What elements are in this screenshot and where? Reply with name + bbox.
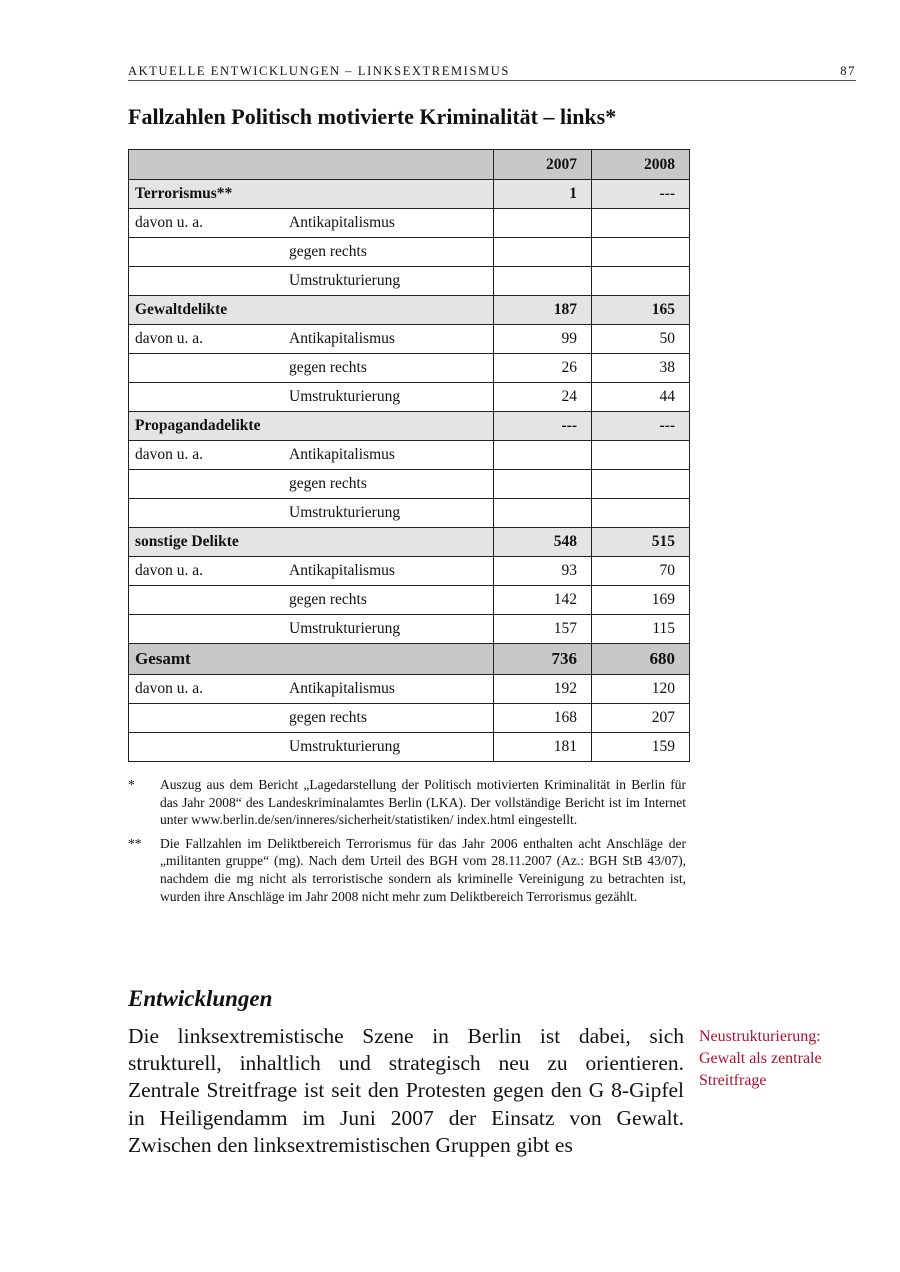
footnote-1	[128, 776, 686, 829]
subcategory-row	[129, 354, 690, 383]
subcategory-label: Umstrukturierung	[289, 620, 401, 637]
subcategory-value-2008: 38	[592, 354, 690, 383]
subcategory-prefix: davon u. a.	[135, 446, 204, 463]
subcategory-value-2007: 24	[494, 383, 592, 412]
subcategory-label: Umstrukturierung	[289, 504, 401, 521]
footnote-text: Auszug aus dem Bericht „Lagedarstellung der Politisch motivierten Kriminalität in Berlin für das Jahr 2008“ des Landeskriminalamtes Berlin (LKA). Der vollständige Bericht ist im Internet unter www.berlin.de/sen/inneres/sicherheit/statistiken/ index.html eingestellt.	[160, 777, 686, 828]
subcategory-label: Antikapitalismus	[289, 562, 395, 579]
subcategory-value-2008	[592, 238, 690, 267]
subcategory-label: gegen rechts	[289, 709, 367, 726]
category-label: Gewaltdelikte	[129, 296, 494, 325]
subcategory-row	[129, 441, 690, 470]
subcategory-value-2007: 142	[494, 586, 592, 615]
subcategory-label-cell	[129, 238, 494, 267]
subcategory-value-2007: 93	[494, 557, 592, 586]
subcategory-value-2007	[494, 470, 592, 499]
category-value-2007: 548	[494, 528, 592, 557]
category-value-2008: ---	[592, 412, 690, 441]
subcategory-value-2007	[494, 441, 592, 470]
subcategory-row	[129, 733, 690, 762]
category-label: Terrorismus**	[129, 180, 494, 209]
subcategory-label: Antikapitalismus	[289, 446, 395, 463]
section-heading: Entwicklungen	[128, 986, 273, 1011]
subcategory-value-2008: 207	[592, 704, 690, 733]
category-row	[129, 180, 690, 209]
subcategory-value-2008	[592, 209, 690, 238]
subcategory-value-2007: 26	[494, 354, 592, 383]
subcategory-prefix: davon u. a.	[135, 330, 204, 347]
subcategory-label-cell	[129, 733, 494, 762]
subcategory-value-2008: 44	[592, 383, 690, 412]
subcategory-row	[129, 499, 690, 528]
footnote-2	[128, 835, 686, 905]
subcategory-label-cell	[129, 615, 494, 644]
subcategory-label-cell	[129, 383, 494, 412]
footnote-mark: **	[128, 835, 142, 851]
subcategory-row	[129, 238, 690, 267]
subcategory-label: Antikapitalismus	[289, 214, 395, 231]
subcategory-label: gegen rechts	[289, 243, 367, 260]
category-value-2008: ---	[592, 180, 690, 209]
subcategory-label-cell	[129, 267, 494, 296]
subcategory-label-cell	[129, 441, 494, 470]
subcategory-value-2008	[592, 441, 690, 470]
subcategory-row	[129, 675, 690, 704]
subcategory-value-2008	[592, 267, 690, 296]
subcategory-row	[129, 209, 690, 238]
subcategory-label-cell	[129, 354, 494, 383]
subcategory-label: gegen rechts	[289, 591, 367, 608]
subcategory-label-cell	[129, 209, 494, 238]
subcategory-label: Umstrukturierung	[289, 738, 401, 755]
subcategory-row	[129, 267, 690, 296]
subcategory-prefix: davon u. a.	[135, 214, 204, 231]
subcategory-value-2007	[494, 209, 592, 238]
subcategory-value-2007	[494, 267, 592, 296]
footnotes	[128, 776, 686, 911]
category-value-2007: 736	[494, 644, 592, 675]
subcategory-value-2008: 120	[592, 675, 690, 704]
running-header	[128, 60, 856, 81]
footnote-mark: *	[128, 777, 135, 792]
category-row	[129, 528, 690, 557]
subcategory-prefix: davon u. a.	[135, 562, 204, 579]
subcategory-row	[129, 383, 690, 412]
subcategory-row	[129, 704, 690, 733]
subcategory-value-2007: 99	[494, 325, 592, 354]
subcategory-value-2008: 70	[592, 557, 690, 586]
category-row	[129, 296, 690, 325]
running-title: AKTUELLE ENTWICKLUNGEN – LINKSEXTREMISMUS	[128, 64, 510, 78]
subcategory-label-cell	[129, 499, 494, 528]
subcategory-row	[129, 586, 690, 615]
subcategory-label: Antikapitalismus	[289, 680, 395, 697]
subcategory-value-2007	[494, 499, 592, 528]
table-title: Fallzahlen Politisch motivierte Kriminalität – links*	[128, 104, 617, 129]
total-row	[129, 644, 690, 675]
table-header-row	[129, 150, 690, 180]
subcategory-label-cell	[129, 325, 494, 354]
category-value-2007: 187	[494, 296, 592, 325]
category-value-2007: ---	[494, 412, 592, 441]
subcategory-label: Antikapitalismus	[289, 330, 395, 347]
subcategory-label: Umstrukturierung	[289, 272, 401, 289]
statistics-table	[128, 149, 690, 762]
category-row	[129, 412, 690, 441]
subcategory-value-2008: 115	[592, 615, 690, 644]
subcategory-label-cell	[129, 704, 494, 733]
subcategory-value-2008: 50	[592, 325, 690, 354]
subcategory-value-2007	[494, 238, 592, 267]
subcategory-value-2008	[592, 499, 690, 528]
subcategory-value-2007: 157	[494, 615, 592, 644]
category-value-2008: 680	[592, 644, 690, 675]
category-label: sonstige Delikte	[129, 528, 494, 557]
footnote-text: Die Fallzahlen im Deliktbereich Terrorismus für das Jahr 2006 enthalten acht Anschläge der „militanten gruppe“ (mg). Nach dem Urteil des BGH vom 28.11.2007 (Az.: BGH StB 43/07), nachdem die mg nicht als terroristische sondern als kriminelle Vereinigung zu betrachten ist, wurden ihre Anschläge im Jahr 2008 nicht mehr zum Deliktbereich Terrorismus gezählt.	[160, 835, 686, 904]
subcategory-value-2007: 192	[494, 675, 592, 704]
subcategory-label: gegen rechts	[289, 359, 367, 376]
subcategory-label: gegen rechts	[289, 475, 367, 492]
subcategory-value-2008: 159	[592, 733, 690, 762]
table-body	[129, 180, 690, 762]
subcategory-label-cell	[129, 586, 494, 615]
category-value-2007: 1	[494, 180, 592, 209]
subcategory-row	[129, 557, 690, 586]
margin-note: Neustrukturierung: Gewalt als zentrale Streitfrage	[699, 1028, 822, 1089]
category-label: Gesamt	[129, 644, 494, 675]
subcategory-row	[129, 325, 690, 354]
subcategory-value-2008	[592, 470, 690, 499]
subcategory-row	[129, 615, 690, 644]
page-number: 87	[840, 64, 856, 78]
category-value-2008: 515	[592, 528, 690, 557]
subcategory-label-cell	[129, 557, 494, 586]
subcategory-prefix: davon u. a.	[135, 680, 204, 697]
year-header-2007: 2007	[494, 150, 592, 180]
category-label: Propagandadelikte	[129, 412, 494, 441]
subcategory-label-cell	[129, 675, 494, 704]
subcategory-value-2008: 169	[592, 586, 690, 615]
subcategory-value-2007: 181	[494, 733, 592, 762]
table-corner-cell	[129, 150, 494, 180]
subcategory-row	[129, 470, 690, 499]
subcategory-label: Umstrukturierung	[289, 388, 401, 405]
body-paragraph: Die linksextremistische Szene in Berlin ist dabei, sich strukturell, inhaltlich und strategisch neu zu orientieren. Zentrale Streitfrage ist seit den Protesten gegen den G 8-Gipfel in Heiligendamm im Juni 2007 der Einsatz von Gewalt. Zwischen den linksextremistischen Gruppen gibt es	[128, 1024, 684, 1157]
year-header-2008: 2008	[592, 150, 690, 180]
category-value-2008: 165	[592, 296, 690, 325]
subcategory-label-cell	[129, 470, 494, 499]
subcategory-value-2007: 168	[494, 704, 592, 733]
